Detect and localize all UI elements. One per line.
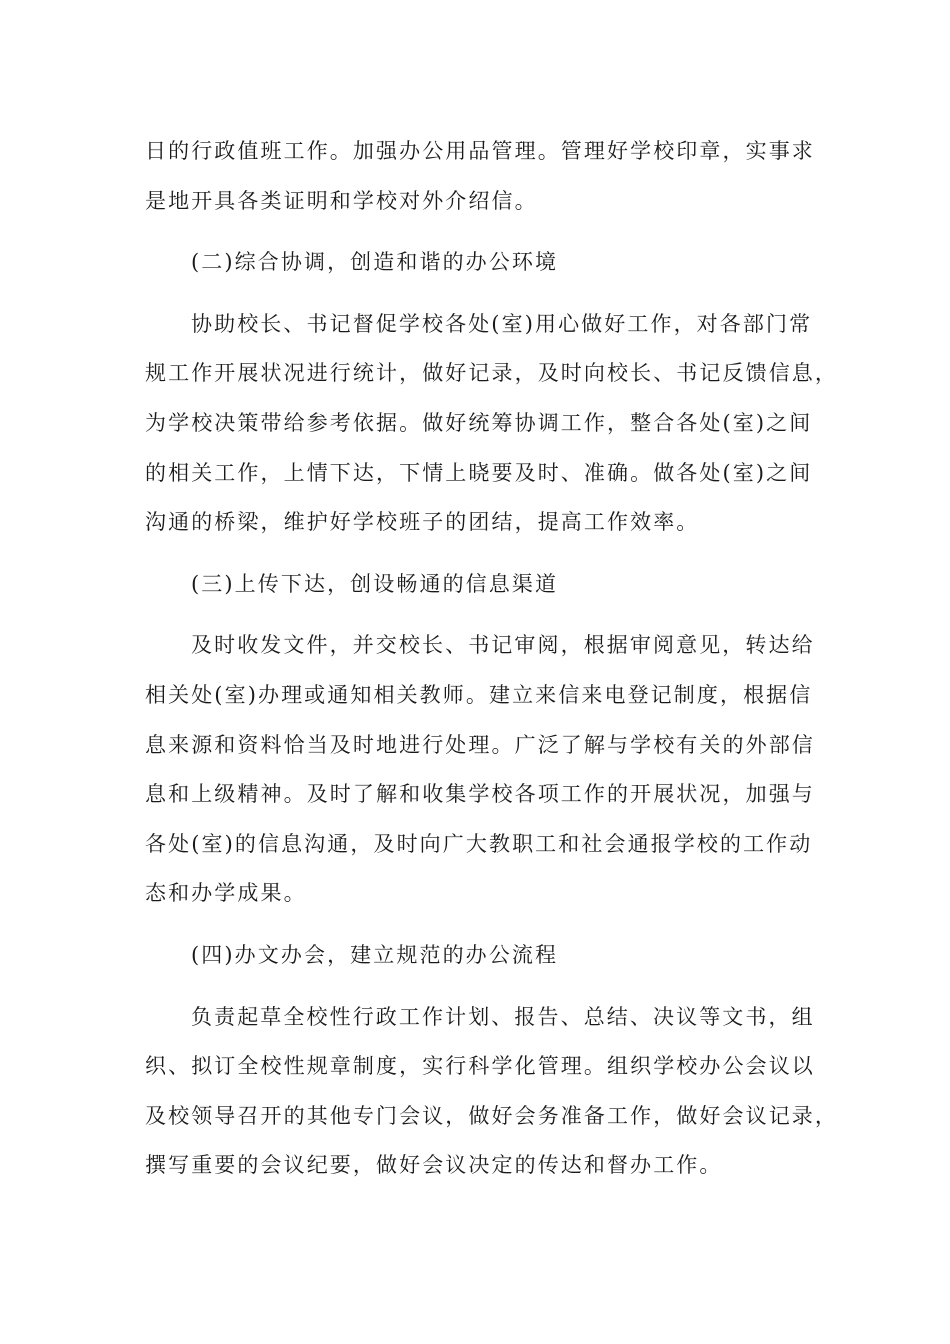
- text-line: 相关处(室)办理或通知相关教师。建立来信来电登记制度，根据信: [145, 682, 813, 707]
- heading-text: (三)上传下达，创设畅通的信息渠道: [191, 571, 559, 596]
- paragraph-body: [145, 621, 815, 919]
- paragraph-body: [145, 993, 838, 1191]
- text-line: 协助校长、书记督促学校各处(室)用心做好工作，对各部门常: [191, 311, 813, 336]
- document-page: [145, 127, 838, 1191]
- text-line: 的相关工作，上情下达，下情上晓要及时、准确。做各处(室)之间: [145, 460, 813, 485]
- text-line: 撰写重要的会议纪要，做好会议决定的传达和督办工作。: [145, 1153, 723, 1178]
- text-line: 为学校决策带给参考依据。做好统筹协调工作，整合各处(室)之间: [145, 410, 813, 435]
- heading-text: (四)办文办会，建立规范的办公流程: [191, 942, 559, 967]
- paragraph-continuation: [145, 127, 815, 226]
- paragraph-body: [145, 300, 838, 548]
- text-line: 及校领导召开的其他专门会议，做好会务准备工作，做好会议记录，: [145, 1103, 838, 1128]
- text-line: 沟通的桥梁，维护好学校班子的团结，提高工作效率。: [145, 510, 700, 535]
- text-line: 及时收发文件，并交校长、书记审阅，根据审阅意见，转达给: [191, 633, 815, 658]
- text-line: 是地开具各类证明和学校对外介绍信。: [145, 188, 538, 213]
- text-line: 日的行政值班工作。加强办公用品管理。管理好学校印章，实事求: [145, 139, 815, 163]
- text-line: 各处(室)的信息沟通，及时向广大教职工和社会通报学校的工作动: [145, 831, 813, 856]
- text-line: 规工作开展状况进行统计，做好记录，及时向校长、书记反馈信息，: [145, 361, 838, 386]
- heading-text: (二)综合协调，创造和谐的办公环境: [191, 250, 559, 275]
- text-line: 息和上级精神。及时了解和收集学校各项工作的开展状况，加强与: [145, 782, 815, 807]
- text-line: 态和办学成果。: [145, 881, 307, 906]
- text-line: 息来源和资料恰当及时地进行处理。广泛了解与学校有关的外部信: [145, 732, 815, 757]
- section-heading-2: [145, 238, 809, 288]
- text-line: 负责起草全校性行政工作计划、报告、总结、决议等文书，组: [191, 1004, 815, 1029]
- section-heading-3: [145, 560, 809, 610]
- section-heading-4: [145, 931, 809, 981]
- text-line: 织、拟订全校性规章制度，实行科学化管理。组织学校办公会议以: [145, 1054, 815, 1079]
